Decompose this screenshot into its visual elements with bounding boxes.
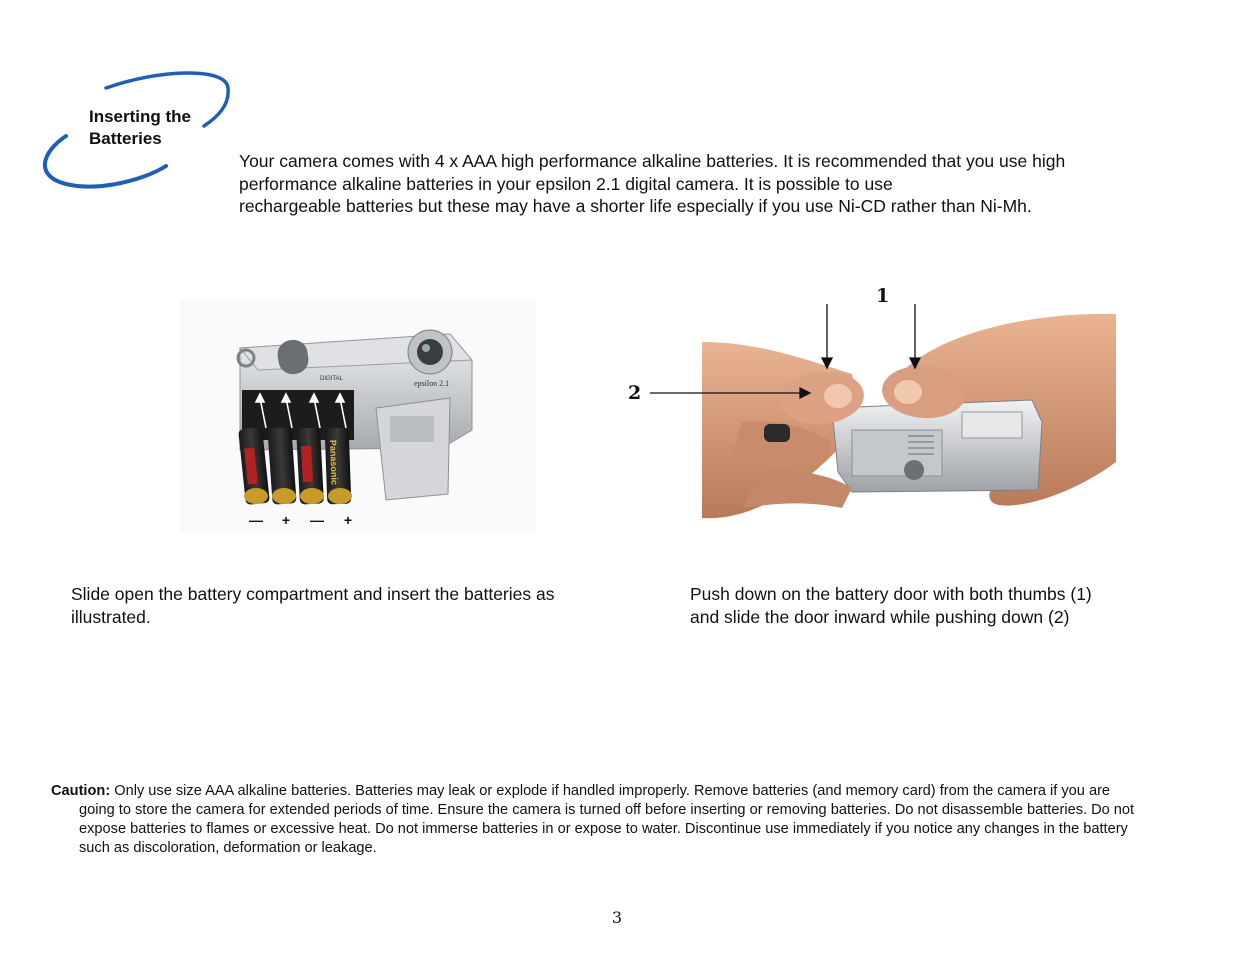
callout-1: 1 [876, 285, 890, 307]
caption-line: illustrated. [71, 607, 151, 627]
caution-text: expose batteries to flames or excessive heat. Do not immerse batteries in or expose to water. Discontinue use immediately if you notice any changes in the battery [79, 821, 1128, 837]
camera-brand-text: DIGITAL [320, 376, 343, 382]
callout-arrows [620, 280, 940, 380]
polarity-negative-2: — [310, 512, 324, 528]
polarity-negative-1: — [249, 512, 263, 528]
polarity-positive-1: + [281, 512, 291, 528]
intro-line: rechargeable batteries but these may have a shorter life especially if you use Ni-CD rather than Ni-Mh. [239, 196, 1032, 216]
caution-text: such as discoloration, deformation or leakage. [79, 840, 377, 856]
intro-line: Your camera comes with 4 x AAA high performance alkaline batteries. It is recommended that you use high [239, 151, 1066, 171]
caption-line: Slide open the battery compartment and insert the batteries as [71, 584, 555, 604]
caution-label: Caution: [51, 783, 111, 799]
section-title: Inserting the Batteries [89, 107, 192, 148]
caution-notice [51, 782, 1171, 858]
battery-brand-text: Panasonic [328, 439, 340, 486]
camera-battery-illustration [180, 300, 536, 532]
caution-text: Only use size AAA alkaline batteries. Batteries may leak or explode if handled improperly. Remove batteries (and memory card) from the camera if you are [110, 783, 1111, 799]
callout-2: 2 [628, 382, 642, 404]
caution-text: going to store the camera for extended periods of time. Ensure the camera is turned off before inserting or removing batteries. Do not disassemble batteries. Do not [79, 802, 1135, 818]
left-caption [71, 583, 554, 629]
caption-line: Push down on the battery door with both thumbs (1) [690, 584, 1092, 604]
intro-line: performance alkaline batteries in your epsilon 2.1 digital camera. It is possible to use [239, 173, 893, 194]
camera-model-text: epsilon 2.1 [414, 379, 450, 388]
page-number: 3 [611, 908, 623, 927]
polarity-positive-2: + [343, 512, 353, 528]
caption-line: and slide the door inward while pushing down (2) [690, 607, 1070, 627]
right-caption [690, 583, 1092, 629]
intro-paragraph [239, 150, 1139, 218]
